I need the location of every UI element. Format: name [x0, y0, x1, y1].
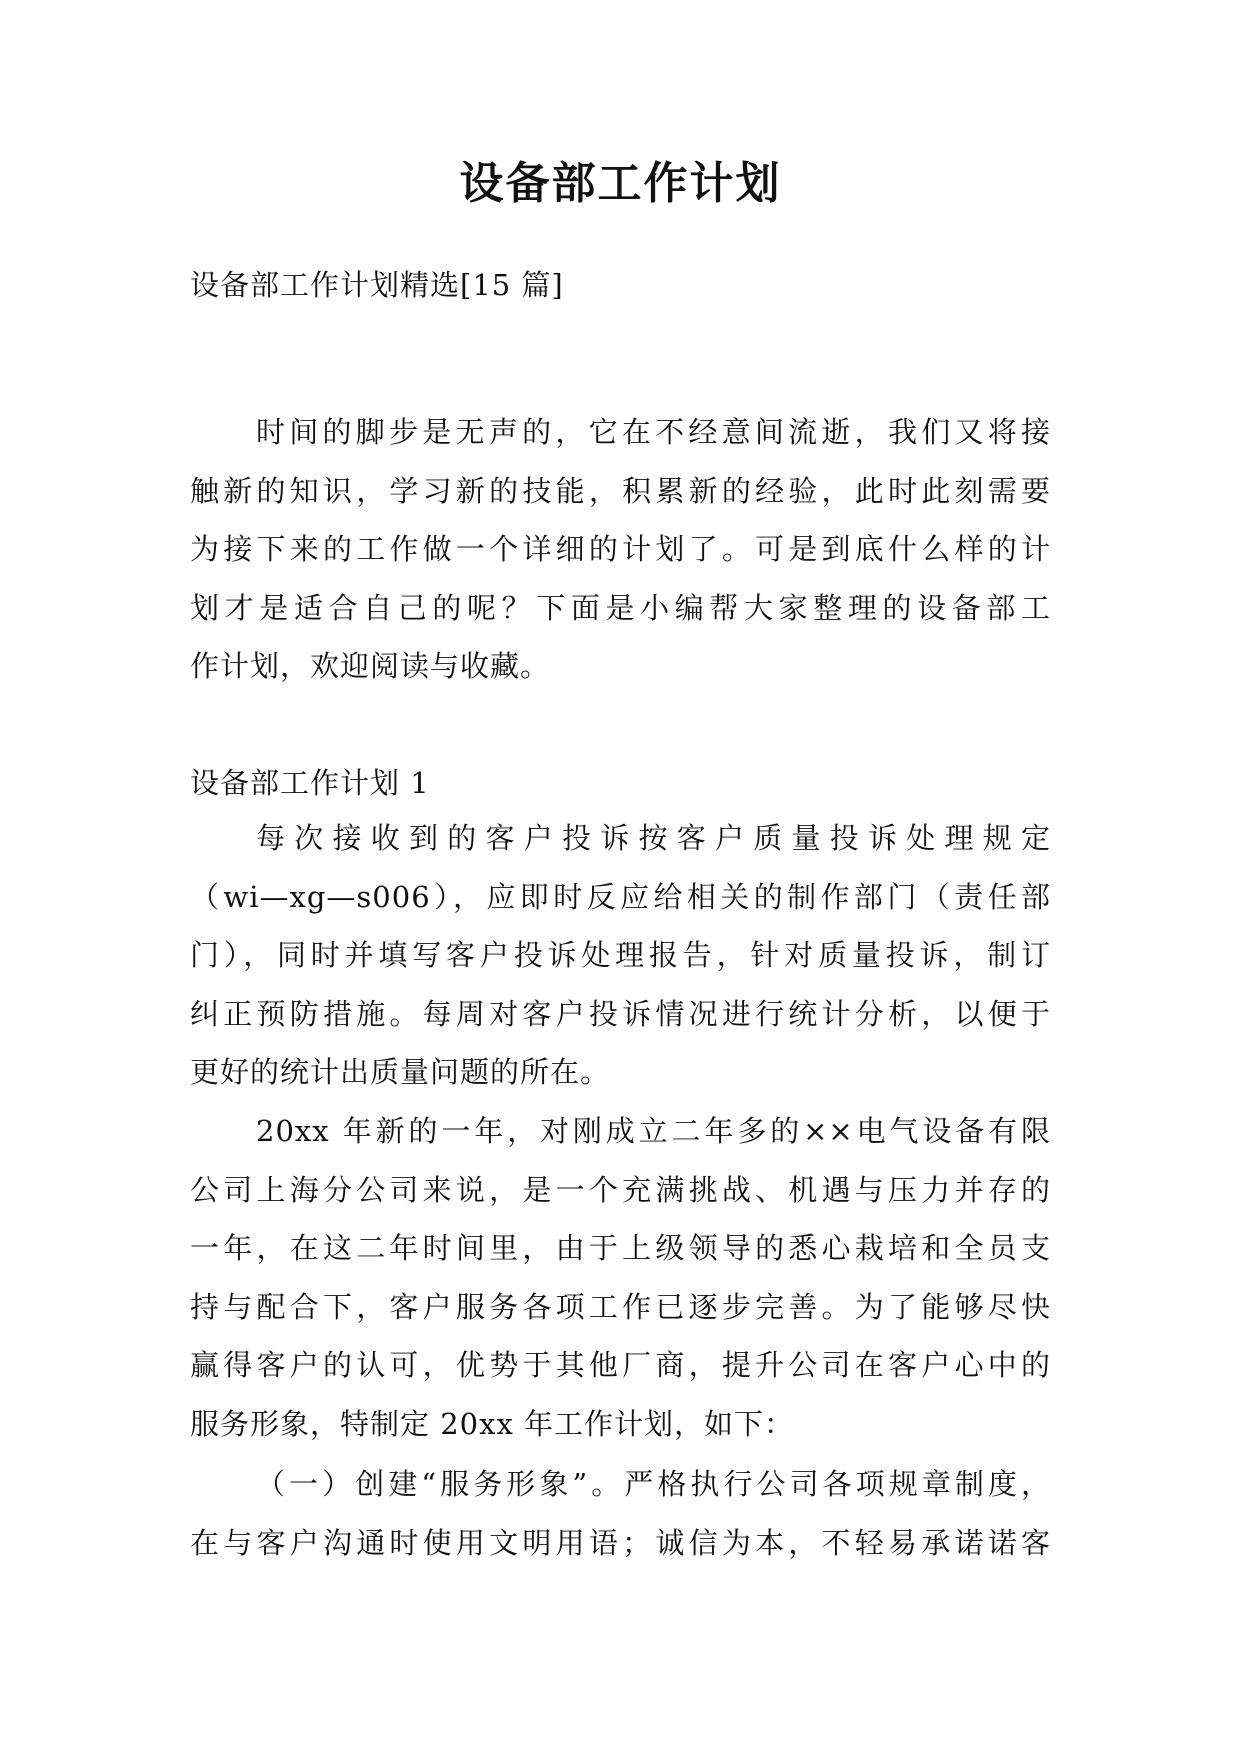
section-heading — [190, 754, 1051, 813]
paragraph-line: 门），同时并填写客户投诉处理报告，针对质量投诉，制订 — [190, 938, 1051, 973]
paragraph-line: 公司上海分公司来说，是一个充满挑战、机遇与压力并存的 — [190, 1172, 1051, 1207]
document-subtitle — [190, 256, 1051, 315]
section-paragraph — [190, 1455, 1051, 1572]
paragraph-line: 每次接收到的客户投诉按客户质量投诉处理规定 — [256, 821, 1051, 855]
section-heading-text: 设备部工作计划 1 — [190, 766, 430, 800]
section-paragraph — [190, 809, 1051, 1102]
paragraph-line: （wi—xg—s006），应即时反应给相关的制作部门（责任部 — [190, 879, 1051, 914]
paragraph-line: 在与客户沟通时使用文明用语；诚信为本，不轻易承诺诺客 — [190, 1525, 1051, 1560]
paragraph-line: （一）创建“服务形象”。严格执行公司各项规章制度， — [256, 1467, 1051, 1501]
intro-line: 为接下来的工作做一个详细的计划了。可是到底什么样的计 — [190, 532, 1051, 567]
paragraph-line: 纠正预防措施。每周对客户投诉情况进行统计分析，以便于 — [190, 996, 1051, 1031]
subtitle-text: 设备部工作计划精选[15 篇] — [190, 268, 564, 302]
paragraph-line: 持与配合下，客户服务各项工作已逐步完善。为了能够尽快 — [190, 1289, 1051, 1324]
paragraph-line: 20xx 年新的一年，对刚成立二年多的××电气设备有限 — [256, 1114, 1051, 1148]
intro-line: 时间的脚步是无声的，它在不经意间流逝，我们又将接 — [256, 415, 1051, 449]
intro-line: 作计划，欢迎阅读与收藏。 — [190, 649, 551, 684]
intro-paragraph — [190, 403, 1051, 696]
section-paragraph — [190, 1102, 1051, 1454]
intro-line: 划才是适合自己的呢？下面是小编帮大家整理的设备部工 — [190, 590, 1051, 625]
document-title: 设备部工作计划 — [459, 158, 782, 209]
paragraph-line: 一年，在这二年时间里，由于上级领导的悉心栽培和全员支 — [190, 1231, 1051, 1266]
intro-line: 触新的知识，学习新的技能，积累新的经验，此时此刻需要 — [190, 473, 1051, 508]
paragraph-line: 服务形象，特制定 20xx 年工作计划，如下： — [190, 1406, 795, 1441]
paragraph-line: 更好的统计出质量问题的所在。 — [190, 1055, 611, 1090]
paragraph-line: 赢得客户的认可，优势于其他厂商，提升公司在客户心中的 — [190, 1348, 1051, 1383]
